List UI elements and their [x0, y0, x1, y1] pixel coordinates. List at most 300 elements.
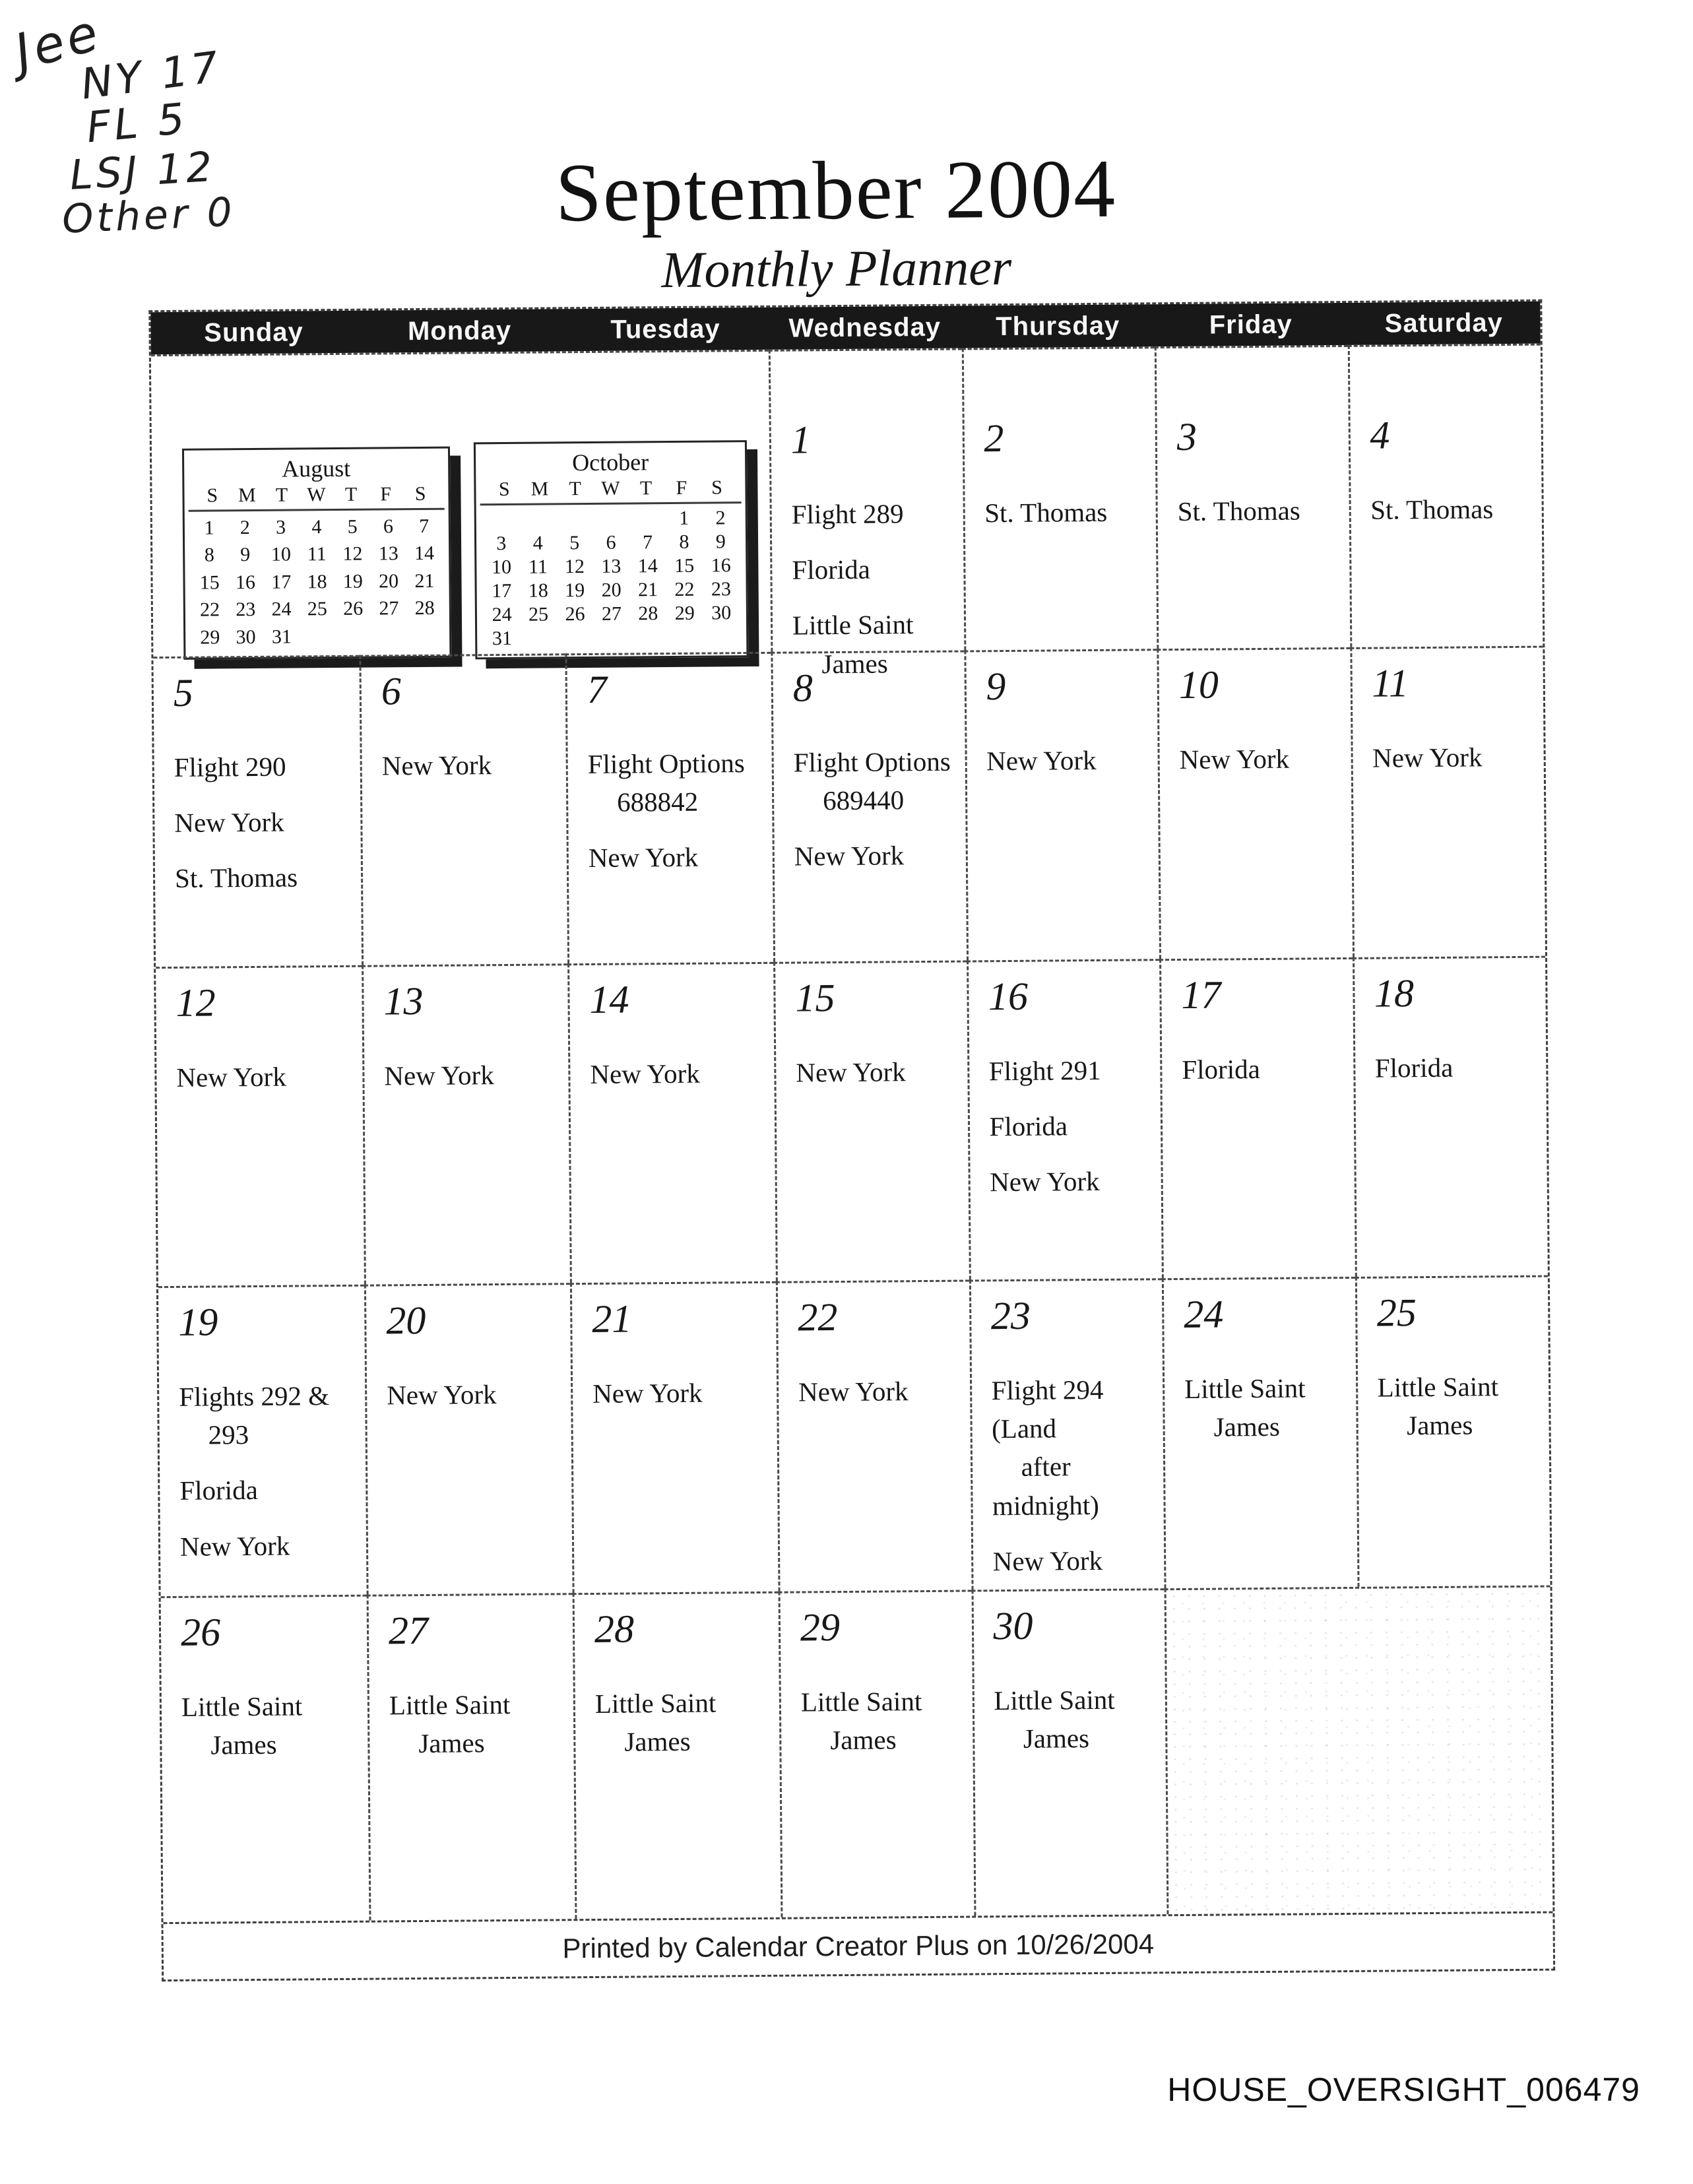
entry-line: James	[830, 1724, 897, 1756]
mini-calendar-day: 17	[492, 579, 512, 602]
day-entry	[1375, 1048, 1536, 1087]
mini-day-header: S	[498, 478, 510, 501]
mini-calendar-day: 15	[674, 554, 695, 577]
day-number: 21	[592, 1297, 632, 1341]
mini-day-header: F	[380, 483, 392, 505]
day-entry	[984, 492, 1145, 532]
entry-line: New York	[179, 1530, 290, 1562]
mini-calendar-day	[483, 508, 520, 532]
day-entries	[1184, 1368, 1345, 1446]
mini-calendar-day: 12	[564, 556, 585, 578]
mini-calendar-day: 13	[601, 555, 622, 577]
day-cell-18	[1353, 956, 1548, 1277]
entry-line: Little Saint	[1184, 1372, 1306, 1404]
mini-calendar-day	[556, 507, 593, 531]
mini-calendar-day: 15	[199, 571, 220, 594]
day-entry	[180, 1526, 356, 1565]
entry-line: Little Saint	[994, 1684, 1115, 1716]
day-entries	[1377, 1367, 1538, 1445]
entry-line: New York	[794, 840, 905, 872]
mini-calendar-day: 30	[711, 602, 732, 624]
day-entry	[176, 1057, 352, 1097]
entry-line: New York	[796, 1056, 906, 1088]
entry-line: James	[624, 1726, 691, 1757]
calendar-grid	[151, 344, 1553, 1924]
day-entries	[595, 1683, 769, 1761]
mini-calendar-day: 8	[204, 544, 214, 566]
mini-calendar-day: 6	[383, 515, 394, 538]
day-number: 1	[790, 418, 812, 462]
day-entry	[1377, 1367, 1538, 1445]
mini-calendar-day: 17	[271, 571, 292, 593]
entry-line: Flights 292 &	[179, 1380, 330, 1412]
mini-calendar-day: 2	[240, 517, 250, 539]
day-entry	[381, 745, 555, 785]
day-entries	[994, 1680, 1155, 1758]
day-cell-9	[964, 649, 1159, 960]
mini-calendar-day: 27	[601, 602, 622, 625]
day-number: 26	[180, 1610, 221, 1654]
day-cell-10	[1157, 647, 1352, 959]
mini-calendar-day	[335, 622, 371, 650]
entry-line: New York	[592, 1377, 703, 1409]
day-entry	[592, 1373, 766, 1413]
entry-line: Little Saint	[792, 609, 914, 641]
entry-line: James	[210, 1729, 277, 1760]
entry-line: James	[1023, 1723, 1090, 1754]
mini-calendar-day: 31	[271, 626, 292, 648]
mini-calendar-day: 11	[307, 543, 327, 565]
day-cell-20	[364, 1283, 573, 1594]
entry-line: after midnight)	[992, 1451, 1099, 1521]
entry-line: Flight Options	[793, 746, 951, 778]
day-entry	[587, 744, 761, 821]
mini-calendar-day	[592, 507, 629, 531]
day-number: 7	[587, 667, 608, 712]
mini-day-header: T	[344, 483, 358, 505]
mini-calendar-day	[629, 507, 666, 530]
day-cell-4	[1347, 344, 1543, 647]
entry-line: New York	[1179, 743, 1290, 775]
mini-calendar-august	[182, 447, 452, 660]
entry-line: Flight 291	[988, 1054, 1101, 1087]
mini-calendar-day: 22	[199, 598, 220, 621]
day-entry	[986, 740, 1147, 780]
day-entry	[1179, 739, 1340, 779]
mini-calendar-day: 23	[711, 578, 732, 600]
day-entries	[389, 1685, 563, 1762]
day-entry	[387, 1374, 560, 1414]
day-entry	[798, 1372, 959, 1411]
weekday-friday: Friday	[1209, 309, 1293, 340]
day-entries	[1375, 1048, 1536, 1087]
mini-calendar-day: 20	[601, 579, 622, 601]
day-entry	[174, 747, 350, 787]
handwritten-lsj-count: LSJ 12	[68, 142, 217, 199]
mini-calendar-week-row	[483, 530, 739, 556]
day-cell-3	[1155, 345, 1350, 649]
entry-line: James	[1213, 1411, 1281, 1442]
day-cell-30	[971, 1588, 1166, 1915]
mini-calendar-day: 5	[347, 515, 358, 538]
entry-line: Flight 290	[174, 751, 286, 783]
document-id-stamp: HOUSE_OVERSIGHT_006479	[1167, 2071, 1640, 2108]
entry-line: Flight 294 (Land	[991, 1374, 1104, 1444]
day-number: 24	[1184, 1292, 1224, 1336]
mini-calendar-week-row	[192, 622, 443, 651]
mini-calendar-week-row	[191, 513, 442, 542]
day-cell-19	[158, 1285, 367, 1596]
mini-calendar-area	[151, 350, 771, 657]
day-entry	[796, 1052, 957, 1092]
mini-calendar-day: 16	[235, 571, 256, 593]
mini-calendar-day: 26	[565, 603, 585, 626]
entry-line: St. Thomas	[1177, 495, 1300, 527]
day-cell-6	[359, 653, 567, 965]
day-number: 28	[594, 1607, 635, 1651]
day-cell-26	[161, 1595, 369, 1922]
mini-calendar-october	[474, 440, 749, 659]
day-entry	[181, 1686, 358, 1765]
entry-line: New York	[387, 1379, 497, 1411]
day-entries	[798, 1372, 959, 1411]
day-cell-22	[776, 1280, 971, 1591]
day-entries	[1179, 739, 1340, 779]
mini-calendar-day: 28	[414, 597, 435, 620]
day-entry	[174, 802, 350, 842]
entry-line: Little Saint	[800, 1686, 922, 1718]
day-cell-12	[156, 965, 364, 1286]
day-entries	[592, 1373, 766, 1413]
day-number: 4	[1370, 413, 1390, 457]
day-number: 5	[173, 670, 194, 715]
day-entries	[801, 1682, 962, 1760]
mini-calendar-day: 29	[200, 626, 220, 649]
entry-line: New York	[990, 1166, 1100, 1198]
day-entries	[181, 1686, 358, 1765]
mini-calendar-day: 19	[565, 579, 585, 602]
day-number: 18	[1374, 971, 1415, 1015]
mini-calendar-day: 28	[638, 602, 658, 625]
day-cell-5	[153, 655, 362, 967]
mini-calendar-day: 18	[528, 579, 548, 602]
mini-calendar-day: 24	[492, 603, 512, 626]
day-entries	[793, 742, 955, 876]
entry-line: New York	[986, 744, 1097, 777]
day-cell-23	[969, 1278, 1164, 1590]
page-title: September 2004	[555, 143, 1117, 240]
mini-calendar-day: 8	[679, 530, 689, 553]
mini-calendar-day: 22	[674, 578, 695, 600]
entry-line: Little Saint	[181, 1690, 303, 1722]
mini-calendar-day: 6	[606, 531, 616, 554]
day-cell-17	[1159, 957, 1355, 1278]
day-number: 22	[798, 1295, 838, 1339]
monthly-planner	[148, 300, 1555, 1982]
mini-calendar-day: 18	[307, 570, 327, 593]
mini-calendar-day: 19	[342, 570, 363, 593]
day-entry	[384, 1055, 558, 1095]
mini-calendar-day-headers	[480, 475, 741, 505]
day-number: 14	[589, 977, 629, 1022]
mini-calendar-day: 21	[414, 569, 435, 592]
entry-line: Florida	[1374, 1052, 1453, 1083]
entry-line: James	[1406, 1409, 1473, 1441]
mini-calendar-day: 26	[343, 597, 364, 620]
mini-calendar-title: August	[282, 455, 351, 482]
mini-calendar-day: 10	[491, 556, 512, 579]
mini-calendar-day	[300, 623, 336, 651]
day-entry	[992, 1541, 1153, 1580]
mini-day-header: M	[530, 478, 549, 500]
mini-calendar-week-row	[484, 577, 740, 603]
day-number: 13	[383, 979, 424, 1023]
mini-day-header: S	[711, 476, 723, 499]
day-entry	[792, 550, 953, 589]
day-cell-25	[1355, 1275, 1550, 1587]
mini-day-header: S	[414, 482, 426, 505]
mini-calendar-day: 16	[711, 554, 731, 577]
entry-line: St. Thomas	[1370, 494, 1494, 525]
day-cell-29	[779, 1590, 974, 1917]
mini-calendar-day: 7	[642, 531, 653, 554]
mini-calendar-day: 25	[528, 603, 549, 626]
day-number: 3	[1176, 414, 1198, 459]
mini-calendar-day	[593, 626, 630, 650]
day-entries	[381, 745, 555, 785]
day-entry	[1182, 1049, 1343, 1089]
entry-line: New York	[798, 1376, 909, 1407]
day-number: 6	[381, 669, 402, 713]
print-footer: Printed by Calendar Creator Plus on 10/26/2004	[562, 1928, 1155, 1964]
day-number: 12	[176, 980, 216, 1025]
mini-calendar-weeks	[476, 503, 747, 657]
entry-line: New York	[1372, 742, 1483, 773]
mini-calendar-day: 29	[674, 602, 695, 624]
day-cell-14	[567, 962, 776, 1283]
day-number: 23	[990, 1293, 1031, 1338]
weekday-thursday: Thursday	[996, 311, 1120, 341]
day-entry	[1372, 738, 1533, 777]
mini-day-header: W	[307, 484, 326, 506]
mini-calendar-weeks	[185, 510, 450, 658]
day-number: 30	[993, 1603, 1033, 1648]
mini-calendar-day-headers	[188, 482, 444, 512]
weekday-sunday: Sunday	[204, 317, 303, 348]
day-entries	[1182, 1049, 1343, 1089]
entry-line: St. Thomas	[174, 862, 298, 894]
day-number: 15	[795, 976, 835, 1020]
entry-line: New York	[590, 1058, 700, 1089]
mini-calendar-week-row	[191, 567, 442, 596]
handwritten-initials: Jee	[8, 2, 108, 82]
day-entry	[1178, 491, 1339, 530]
mini-calendar-day: 9	[240, 544, 251, 566]
handwritten-other-count: Other 0	[61, 189, 237, 243]
entry-line: James	[418, 1727, 485, 1759]
mini-calendar-day	[703, 625, 740, 649]
day-entries	[986, 740, 1147, 780]
empty-grid-area	[1165, 1586, 1553, 1915]
entry-line: St. Thomas	[984, 496, 1108, 529]
mini-calendar-week-row	[483, 506, 739, 532]
mini-calendar-day	[407, 622, 443, 649]
entry-line: Florida	[1182, 1054, 1260, 1085]
entry-line: New York	[174, 806, 284, 839]
day-cell-7	[565, 652, 773, 963]
mini-calendar-day: 13	[378, 542, 399, 565]
mini-calendar-day: 24	[271, 598, 292, 620]
mini-calendar-day: 4	[532, 532, 543, 554]
weekday-monday: Monday	[407, 315, 512, 346]
mini-calendar-day: 3	[275, 516, 286, 538]
entry-line: Flight Options	[587, 748, 745, 780]
entry-line: Little Saint	[389, 1688, 511, 1721]
entry-line: 293	[208, 1419, 249, 1450]
mini-calendar-day: 12	[342, 543, 363, 565]
page-subtitle: Monthly Planner	[661, 238, 1012, 299]
day-entries	[179, 1376, 356, 1566]
mini-calendar-day	[371, 622, 407, 650]
mini-calendar-day: 14	[637, 555, 658, 577]
day-entry	[179, 1376, 355, 1455]
entry-line: Flight 289	[791, 498, 904, 530]
day-number: 29	[800, 1605, 841, 1650]
mini-calendar-day: 11	[528, 556, 548, 578]
day-entry	[989, 1050, 1150, 1090]
day-number: 20	[386, 1298, 426, 1343]
day-entry	[389, 1685, 563, 1762]
mini-calendar-week-row	[483, 554, 739, 579]
day-entries	[387, 1374, 560, 1414]
mini-day-header: W	[601, 477, 620, 499]
entry-line: New York	[384, 1060, 494, 1091]
mini-calendar-day: 3	[496, 532, 507, 555]
mini-calendar-day: 5	[569, 532, 580, 554]
day-entries	[384, 1055, 558, 1095]
day-cell-13	[362, 963, 570, 1284]
day-cell-24	[1162, 1277, 1357, 1588]
day-entries	[1372, 738, 1533, 777]
day-number: 16	[988, 974, 1029, 1019]
day-number: 27	[388, 1608, 429, 1653]
mini-calendar-day	[630, 626, 667, 649]
mini-calendar-day: 1	[204, 517, 214, 539]
day-cell-8	[771, 651, 966, 962]
mini-calendar-day	[519, 507, 556, 531]
day-entry	[793, 742, 954, 820]
day-number: 25	[1376, 1291, 1417, 1335]
day-number: 11	[1372, 661, 1409, 705]
mini-calendar-day: 30	[236, 626, 256, 648]
day-entry	[175, 858, 350, 897]
day-entry	[990, 1162, 1151, 1202]
day-entries	[1178, 491, 1339, 530]
entry-line: Little Saint	[594, 1687, 717, 1719]
day-number: 19	[178, 1300, 218, 1344]
day-entry	[595, 1683, 769, 1761]
weekday-tuesday: Tuesday	[610, 313, 720, 344]
day-entry	[1184, 1368, 1345, 1446]
mini-calendar-week-row	[484, 601, 740, 627]
mini-calendar-day: 4	[311, 516, 322, 538]
day-number: 17	[1181, 973, 1221, 1017]
mini-calendar-week-row	[484, 625, 740, 651]
day-cell-11	[1350, 646, 1545, 957]
day-entry	[794, 836, 955, 876]
entry-line: New York	[176, 1061, 286, 1093]
mini-calendar-day: 9	[715, 530, 726, 553]
day-cell-2	[961, 346, 1157, 650]
mini-day-header: F	[676, 476, 687, 499]
day-entry	[589, 837, 762, 877]
mini-day-header: T	[569, 478, 582, 500]
mini-calendar-day: 2	[715, 507, 726, 529]
day-number: 2	[984, 416, 1004, 461]
mini-calendar-day: 31	[492, 627, 513, 650]
entry-line: 688842	[616, 786, 699, 818]
day-entry	[994, 1680, 1155, 1758]
day-entries	[984, 492, 1145, 532]
mini-calendar-day	[666, 626, 703, 649]
mini-calendar-day: 23	[236, 598, 256, 621]
day-entries	[796, 1052, 957, 1092]
mini-day-header: T	[639, 477, 653, 499]
mini-calendar-day: 1	[679, 507, 689, 529]
day-entries	[991, 1370, 1153, 1580]
day-entries	[174, 747, 351, 898]
day-number: 8	[792, 666, 814, 710]
mini-calendar-day: 14	[414, 542, 435, 565]
mini-calendar-week-row	[192, 594, 443, 624]
entry-line: New York	[588, 842, 699, 874]
day-entry	[179, 1470, 355, 1510]
mini-calendar-day	[557, 626, 594, 650]
mini-calendar-day: 10	[271, 543, 292, 566]
day-entry	[1370, 490, 1531, 529]
mini-day-header: T	[275, 484, 288, 506]
mini-calendar-day: 27	[379, 597, 399, 620]
handwritten-fl-count: FL 5	[84, 94, 190, 153]
day-entry	[590, 1054, 763, 1093]
entry-line: Little Saint	[1377, 1371, 1499, 1403]
day-entry	[801, 1682, 962, 1760]
day-entries	[587, 744, 762, 878]
mini-calendar-day: 20	[378, 570, 399, 593]
entry-line: Florida	[179, 1475, 258, 1506]
day-entries	[590, 1054, 763, 1093]
entry-line: Florida	[989, 1110, 1068, 1142]
day-entry	[989, 1107, 1150, 1146]
mini-day-header: S	[207, 484, 218, 507]
mini-calendar-day: 25	[307, 598, 327, 620]
day-entry	[991, 1370, 1153, 1525]
day-entry	[792, 494, 953, 534]
day-number: 10	[1178, 662, 1219, 707]
mini-day-header: M	[238, 484, 256, 507]
day-cell-21	[570, 1281, 779, 1593]
entry-line: 689440	[822, 785, 905, 816]
day-cell-16	[967, 959, 1162, 1279]
day-number: 9	[986, 664, 1006, 709]
weekday-saturday: Saturday	[1384, 307, 1504, 338]
day-entries	[989, 1050, 1151, 1202]
day-cell-28	[573, 1591, 781, 1919]
mini-calendar-week-row	[191, 540, 442, 569]
entry-line: Florida	[792, 554, 871, 585]
entry-line: New York	[381, 750, 492, 781]
day-entries	[176, 1057, 352, 1097]
